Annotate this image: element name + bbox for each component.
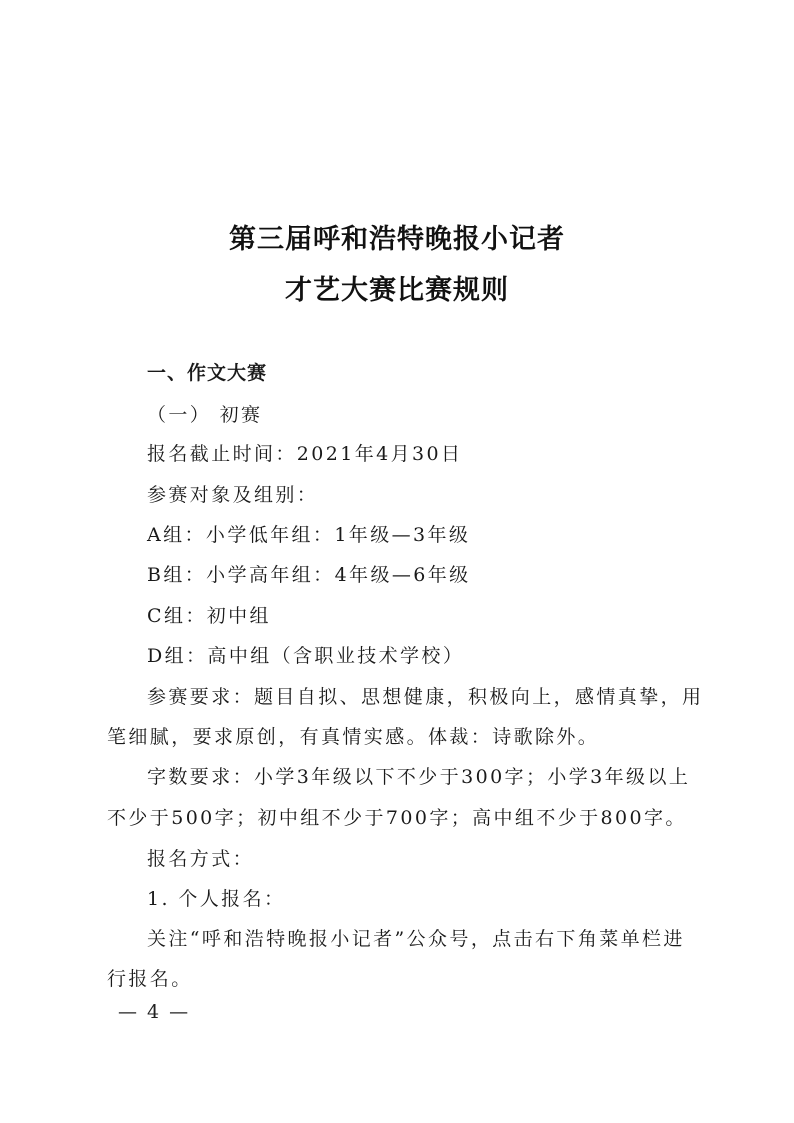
follow-instructions-line-2: 行报名。 bbox=[107, 968, 193, 990]
group-a: A组：小学低年组：1年级—3年级 bbox=[147, 524, 471, 546]
individual-registration: 1. 个人报名： bbox=[147, 888, 286, 910]
requirements-line-2: 笔细腻，要求原创，有真情实感。体裁：诗歌除外。 bbox=[107, 726, 600, 748]
requirements-line-1: 参赛要求：题目自拟、思想健康，积极向上，感情真挚，用 bbox=[147, 686, 704, 708]
registration-deadline: 报名截止时间：2021年4月30日 bbox=[147, 443, 463, 465]
follow-instructions-line-1: 关注“呼和浩特晚报小记者”公众号，点击右下角菜单栏进 bbox=[147, 928, 685, 950]
subsection-heading: （一） 初赛 bbox=[147, 404, 263, 426]
document-title-line-1: 第三届呼和浩特晚报小记者 bbox=[229, 224, 565, 255]
group-d: D组：高中组（含职业技术学校） bbox=[147, 645, 465, 667]
participants-label: 参赛对象及组别： bbox=[147, 484, 319, 506]
word-count-line-2: 不少于500字；初中组不少于700字；高中组不少于800字。 bbox=[107, 807, 687, 829]
word-count-line-1: 字数要求：小学3年级以下不少于300字；小学3年级以上 bbox=[147, 766, 691, 788]
document-title-line-2: 才艺大赛比赛规则 bbox=[285, 275, 509, 306]
page-number: — 4 — bbox=[118, 1001, 191, 1023]
group-b: B组：小学高年组：4年级—6年级 bbox=[147, 564, 471, 586]
section-heading: 一、作文大赛 bbox=[147, 362, 268, 384]
registration-method-label: 报名方式： bbox=[147, 848, 255, 870]
group-c: C组：初中组 bbox=[147, 605, 271, 627]
